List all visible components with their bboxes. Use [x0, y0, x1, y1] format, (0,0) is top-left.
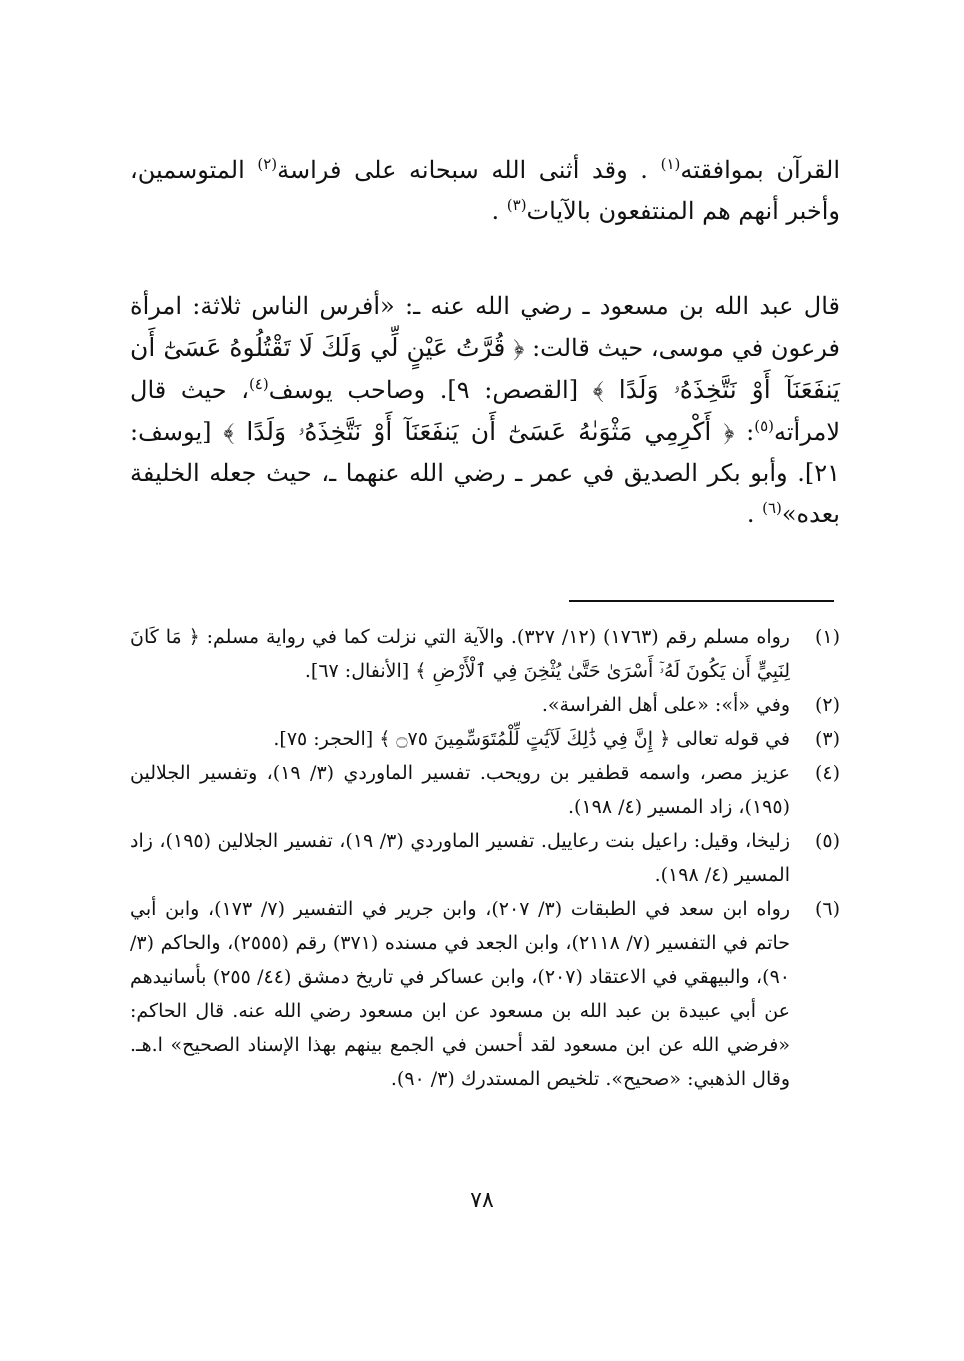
paragraph-2 [130, 286, 840, 535]
text-segment: . [491, 197, 507, 225]
footnote-number: (٤) [814, 762, 840, 784]
text-segment: [يوسف: ٢١]. وأبو بكر الصديق في عمر ـ رضي الله عنهما ـ، حيث جعله الخليفة بعده» [130, 418, 840, 528]
page-number: ٧٨ [470, 1188, 494, 1213]
footnote-ref: (٥) [754, 417, 774, 435]
footnote-ref: (٦) [762, 499, 782, 517]
footnote-text: وفي «أ»: «على أهل الفراسة». [541, 694, 790, 716]
quran-verse: ﴿ قُرَّتُ عَيْنٍ لِّي وَلَكَ لَا تَقْتُلُوهُ عَسَىٰٓ أَن يَنفَعَنَآ أَوْ نَتَّخِذَهُۥ وَلَدًا ﴾ [130, 333, 840, 404]
text-segment: : [734, 418, 755, 446]
footnote [130, 620, 840, 688]
footnote-ref: (٢) [257, 155, 278, 173]
footnote-ref: (٣) [506, 196, 527, 214]
footnote-text: زليخا، وقيل: راعيل بنت رعاييل. تفسير الماوردي (٣/ ١٩)، تفسير الجلالين (١٩٥)، زاد المسير (٤/ ١٩٨). [130, 830, 790, 886]
footnote-text: عزيز مصر، واسمه قطفير بن رويحب. تفسير الماوردي (٣/ ١٩)، وتفسير الجلالين (١٩٥)، زاد المسير (٤/ ١٩٨). [130, 762, 790, 818]
text-segment: . وقد أثنى الله سبحانه على فراسة [277, 156, 661, 184]
quran-verse: ﴿ أَكْرِمِي مَثْوَىٰهُ عَسَىٰٓ أَن يَنفَعَنَآ أَوْ نَتَّخِذَهُۥ وَلَدًا ﴾ [223, 417, 735, 446]
text-segment: ، حيث قال لامرأته [130, 376, 840, 446]
footnote-separator [569, 600, 834, 602]
footnote [130, 688, 840, 722]
text-segment: المتوسمين، وأخبر أنهم هم المنتفعون بالآيات [130, 156, 840, 225]
text-segment: [القصص: ٩]. وصاحب يوسف [268, 376, 593, 404]
footnote-ref: (٤) [248, 375, 269, 393]
footnote-number: (٥) [814, 830, 840, 852]
footnotes [130, 620, 840, 1096]
text-segment: قال عبد الله بن مسعود ـ رضي الله عنه ـ: «أفرس الناس ثلاثة: امرأة فرعون في موسى، حيث قالت: [130, 292, 840, 362]
footnote [130, 892, 840, 1096]
footnote-number: (٦) [814, 898, 840, 920]
footnote-number: (٣) [814, 728, 840, 750]
footnote [130, 722, 840, 756]
footnote [130, 756, 840, 824]
footnote-text: رواه مسلم رقم (١٧٦٣) (١٢/ ٣٢٧). والآية التي نزلت كما في رواية مسلم: ﴿ مَا كَانَ لِنَبِيٍّ أَن يَكُونَ لَهُۥٓ أَسْرَىٰ حَتَّىٰ يُثْخِنَ فِي ٱلْأَرْضِ ﴾ [الأنفال: ٦٧]. [130, 626, 790, 682]
footnote [130, 824, 840, 892]
paragraph-1 [130, 150, 840, 232]
footnote-text: رواه ابن سعد في الطبقات (٣/ ٢٠٧)، وابن جرير في التفسير (٧/ ١٧٣)، وابن أبي حاتم في التفسير (٧/ ٢١١٨)، وابن الجعد في مسنده (٣٧١) رقم (٢٥٥٥)، والحاكم (٣/ ٩٠)، والبيهقي في الاعتقاد (٢٠٧)، وابن عساكر في تاريخ دمشق (٤٤/ ٢٥٥) بأسانيدهم عن أبي عبيدة بن عبد الله بن مسعود عن ابن مسعود رضي الله عنه. قال الحاكم: «فرضي الله عن ابن مسعود لقد أحسن في الجمع بينهم بهذا الإسناد الصحيح» ا.هـ. وقال الذهبي: «صحيح». تلخيص المستدرك (٣/ ٩٠). [130, 898, 791, 1090]
main-text [130, 150, 840, 535]
footnote-ref: (١) [660, 155, 681, 173]
footnote-text: في قوله تعالى ﴿ إِنَّ فِي ذَٰلِكَ لَآيَٰتٍ لِّلْمُتَوَسِّمِينَ ۝٧٥ ﴾ [الحجر: ٧٥]. [273, 728, 790, 750]
text-segment: القرآن بموافقته [680, 156, 840, 184]
footnote-number: (١) [814, 626, 840, 648]
footnote-number: (٢) [814, 694, 840, 716]
text-segment: . [746, 500, 763, 528]
